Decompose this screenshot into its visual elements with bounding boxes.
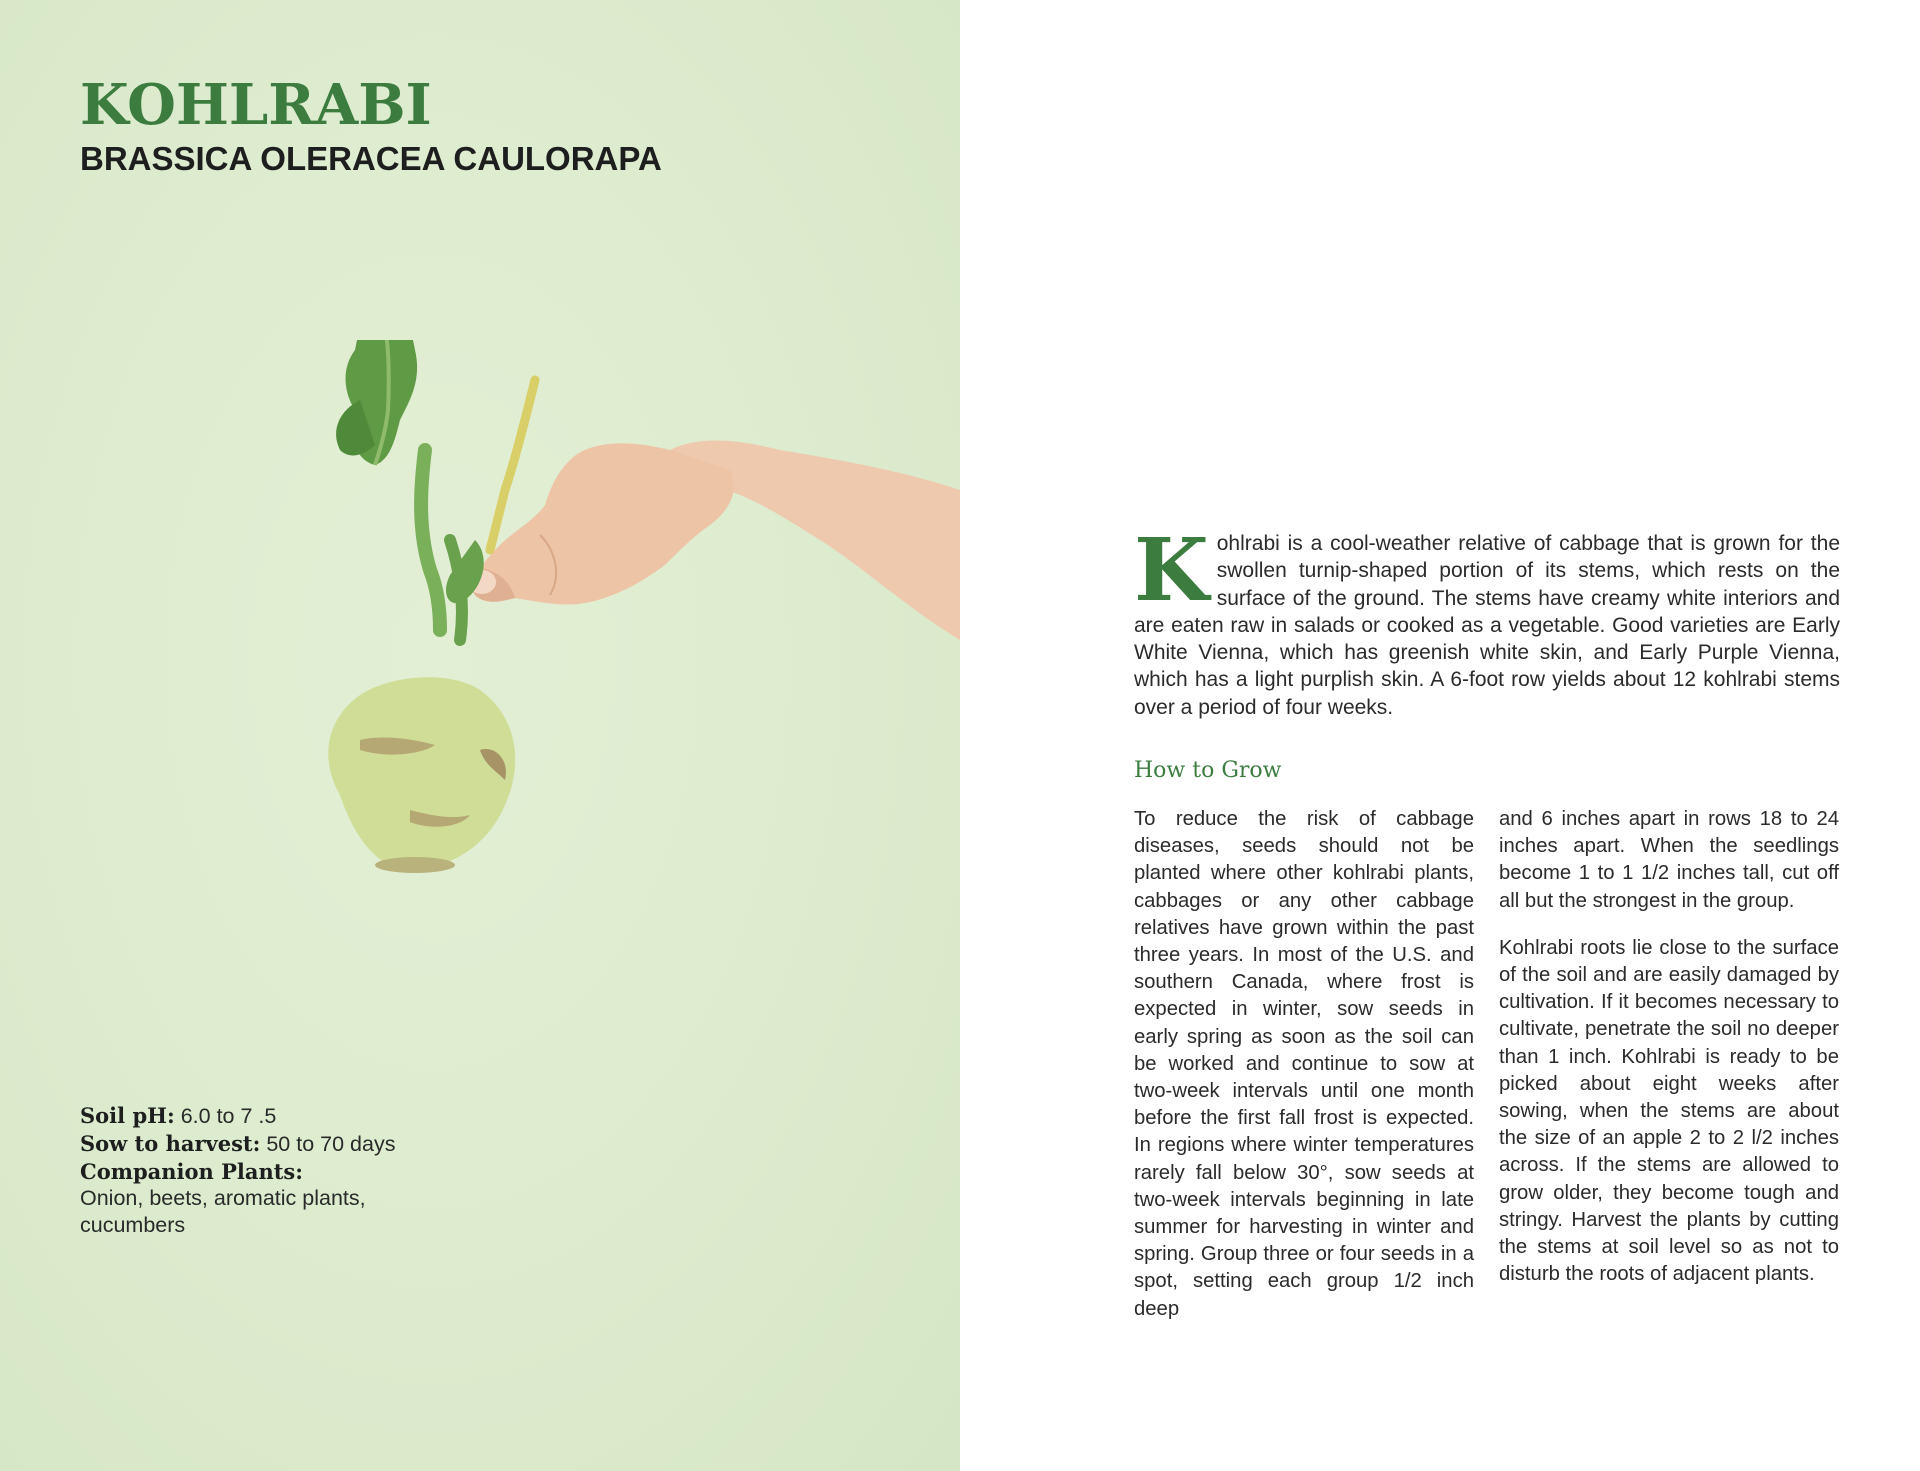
how-to-grow-paragraph-1: To reduce the risk of cabbage diseases, seeds should not be planted where other kohlrabi plants, cabbages or any other cabbage relatives have grown within the past three years. In most of the U.S. and southern Canada, where frost is expected in winter, sow seeds in early spring as soon as the soil can be worked and continue to sow at two-week intervals until one month before the first fall frost is expected. In regions where winter temperatures rarely fall below 30°, sow seeds at two-week intervals beginning in late summer for harvesting in winter and spring. Group three or four seeds in a spot, setting each group 1/2 inch deep	[1134, 808, 1474, 1320]
soil-ph-value: 6.0 to 7 .5	[180, 1104, 277, 1128]
plant-latin-name: BRASSICA OLERACEA CAULORAPA	[80, 140, 662, 177]
soil-ph	[80, 1102, 440, 1130]
kohlrabi-hand-photo	[300, 340, 960, 970]
sow-to-harvest-value: 50 to 70 days	[266, 1132, 396, 1156]
kohlrabi-bulb	[328, 677, 515, 870]
companion-plants-value: Onion, beets, aromatic plants, cucumbers	[80, 1186, 366, 1237]
sow-to-harvest-label: Sow to harvest:	[80, 1131, 261, 1156]
how-to-grow-column-1	[1134, 806, 1474, 1343]
how-to-grow-heading: How to Grow	[1134, 758, 1282, 783]
intro-text: ohlrabi is a cool-weather relative of cabbage that is grown for the swollen turnip-shaped portion of its stems, which rests on the surface of the ground. The stems have creamy white interiors and are eaten raw in salads or cooked as a vegetable. Good varieties are Early White Vienna, which has greenish white skin, and Early Purple Vienna, which has a light purplish skin. A 6-foot row yields about 12 kohlrabi stems over a period of four weeks.	[1134, 532, 1840, 719]
how-to-grow-paragraph-3: Kohlrabi roots lie close to the surface of the soil and are easily damaged by cultivation. If it becomes necessary to cultivate, penetrate the soil no deeper than 1 inch. Kohlrabi is ready to be picked about eight weeks after sowing, when the stems are about the size of an apple 2 to 2 l/2 inches across. If the stems are allowed to grow older, they become tough and stringy. Harvest the plants by cutting the stems at soil level so as not to disturb the roots of adjacent plants.	[1499, 936, 1839, 1286]
soil-ph-label: Soil pH:	[80, 1103, 175, 1128]
how-to-grow-column-2	[1499, 806, 1839, 1308]
companion-plants-label: Companion Plants:	[80, 1159, 303, 1184]
plant-common-name: KOHLRABI	[80, 72, 432, 138]
drop-cap: K	[1134, 520, 1209, 621]
how-to-grow-paragraph-2: and 6 inches apart in rows 18 to 24 inches apart. When the seedlings become 1 to 1 1/2 inches tall, cut off all but the strongest in the group.	[1499, 808, 1839, 912]
plant-facts	[80, 1102, 440, 1239]
sow-to-harvest	[80, 1130, 440, 1158]
intro-paragraph	[1134, 520, 1840, 721]
